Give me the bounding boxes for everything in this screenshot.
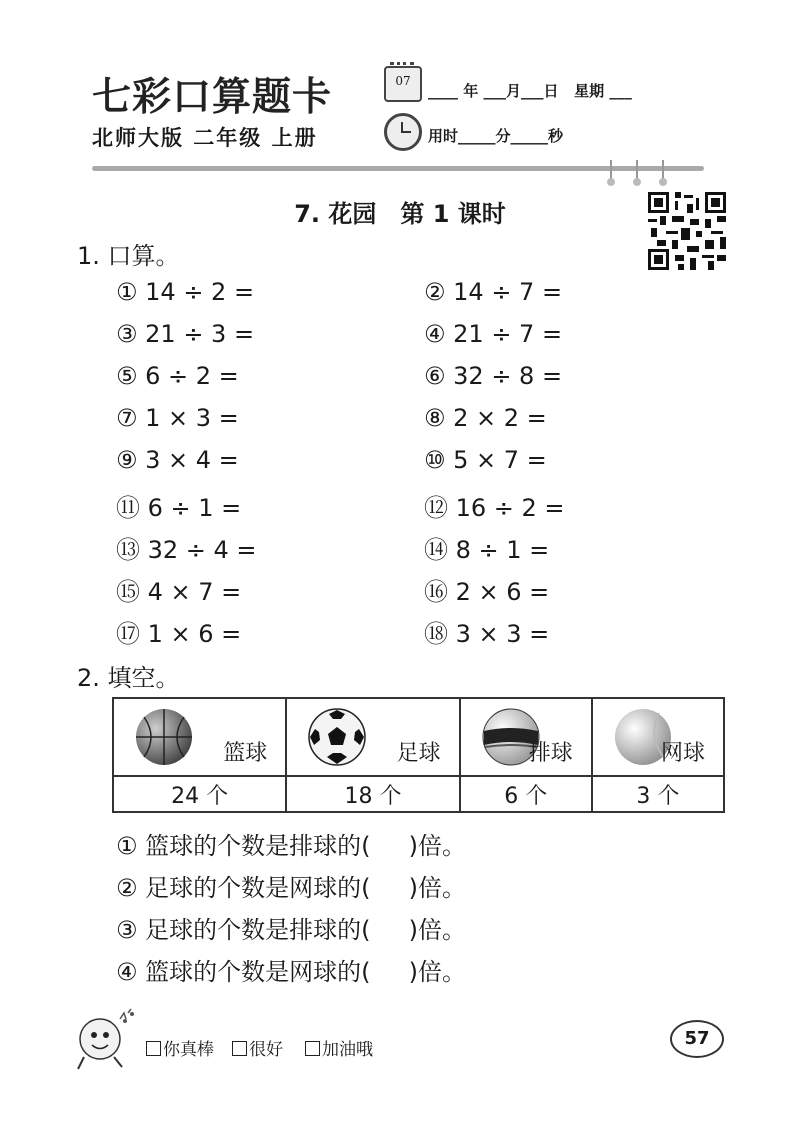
calc-item: ⑰ 1 × 6 = (116, 620, 242, 648)
calc-item: ⑧ 2 × 2 = (424, 404, 547, 432)
calc-item: ⑤ 6 ÷ 2 = (116, 362, 239, 390)
mascot-icon (70, 1005, 140, 1075)
section2-heading: 2. 填空。 (77, 664, 180, 692)
clock-icon (384, 113, 422, 151)
calc-item: ⑩ 5 × 7 = (424, 446, 547, 474)
praise-option-keep-going[interactable]: 加油哦 (305, 1035, 373, 1060)
checkbox-icon (232, 1041, 247, 1056)
ball-count: 24 个 (113, 776, 286, 812)
ball-count: 6 个 (460, 776, 592, 812)
praise-option-great[interactable]: 你真棒 (146, 1035, 214, 1060)
checkbox-icon (305, 1041, 320, 1056)
time-field: 用时_____分_____秒 (428, 127, 564, 145)
basketball-icon (134, 707, 194, 767)
calc-item: ⑱ 3 × 3 = (424, 620, 550, 648)
pin-icon (662, 160, 664, 182)
calc-item: ③ 21 ÷ 3 = (116, 320, 255, 348)
page-number: 57 (670, 1020, 724, 1058)
ball-count: 18 个 (286, 776, 459, 812)
ball-name: 排球 (528, 741, 573, 766)
ball-count-table (112, 697, 725, 813)
fill-question: ① 篮球的个数是排球的( )倍。 (116, 832, 467, 860)
calc-item: ⑨ 3 × 4 = (116, 446, 239, 474)
praise-option-good[interactable]: 很好 (232, 1035, 283, 1060)
ball-cell-tennis (592, 698, 724, 776)
pin-icon (610, 160, 612, 182)
ball-name: 网球 (660, 741, 705, 766)
calc-item: ⑦ 1 × 3 = (116, 404, 239, 432)
date-field: ____ 年 ___月___日 星期 ___ (428, 82, 632, 100)
calendar-number: 07 (395, 74, 411, 88)
section1-heading: 1. 口算。 (77, 242, 180, 270)
calc-item: ② 14 ÷ 7 = (424, 278, 563, 306)
calendar-icon (384, 66, 422, 102)
ball-cell-soccer (286, 698, 459, 776)
qr-code-icon (648, 192, 726, 270)
lesson-title: 7. 花园 第 1 课时 (294, 200, 506, 228)
ball-count: 3 个 (592, 776, 724, 812)
ball-cell-volleyball (460, 698, 592, 776)
edition-subtitle: 北师大版 二年级 上册 (92, 126, 318, 150)
ball-name: 篮球 (223, 741, 268, 766)
calc-item: ⑫ 16 ÷ 2 = (424, 494, 565, 522)
fill-question: ④ 篮球的个数是网球的( )倍。 (116, 958, 467, 986)
calc-item: ④ 21 ÷ 7 = (424, 320, 563, 348)
fill-question: ② 足球的个数是网球的( )倍。 (116, 874, 467, 902)
pin-icon (636, 160, 638, 182)
ball-name: 足球 (396, 741, 441, 766)
calc-item: ⑯ 2 × 6 = (424, 578, 550, 606)
calc-item: ① 14 ÷ 2 = (116, 278, 255, 306)
brand-title: 七彩口算题卡 (92, 75, 333, 120)
calc-item: ⑥ 32 ÷ 8 = (424, 362, 563, 390)
checkbox-icon (146, 1041, 161, 1056)
calc-item: ⑮ 4 × 7 = (116, 578, 242, 606)
fill-question: ③ 足球的个数是排球的( )倍。 (116, 916, 467, 944)
calc-item: ⑬ 32 ÷ 4 = (116, 536, 257, 564)
calc-item: ⑭ 8 ÷ 1 = (424, 536, 550, 564)
header-divider (92, 166, 704, 171)
soccer-ball-icon (307, 707, 367, 767)
calc-item: ⑪ 6 ÷ 1 = (116, 494, 242, 522)
ball-cell-basketball (113, 698, 286, 776)
